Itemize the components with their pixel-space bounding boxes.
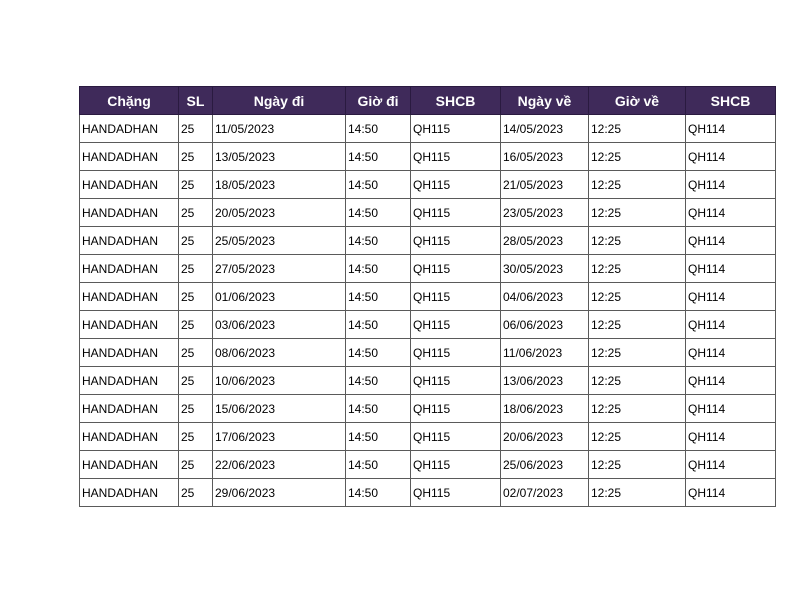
table-cell-departure-time: 14:50 xyxy=(346,227,411,255)
table-cell-quantity: 25 xyxy=(179,367,213,395)
table-cell-departure-date: 22/06/2023 xyxy=(213,451,346,479)
table-cell-departure-date: 13/05/2023 xyxy=(213,143,346,171)
table-row xyxy=(80,339,776,367)
table-cell-departure-time: 14:50 xyxy=(346,367,411,395)
table-cell-departure-flight-number: QH115 xyxy=(411,479,501,507)
table-cell-departure-date: 11/05/2023 xyxy=(213,115,346,143)
table-cell-departure-flight-number: QH115 xyxy=(411,171,501,199)
table-row xyxy=(80,171,776,199)
table-cell-return-time: 12:25 xyxy=(589,199,686,227)
table-cell-return-flight-number: QH114 xyxy=(686,479,776,507)
table-cell-departure-date: 15/06/2023 xyxy=(213,395,346,423)
table-cell-return-flight-number: QH114 xyxy=(686,395,776,423)
table-cell-departure-date: 17/06/2023 xyxy=(213,423,346,451)
table-cell-return-flight-number: QH114 xyxy=(686,227,776,255)
table-cell-return-date: 06/06/2023 xyxy=(501,311,589,339)
table-cell-return-flight-number: QH114 xyxy=(686,171,776,199)
table-cell-return-flight-number: QH114 xyxy=(686,451,776,479)
table-cell-route: HANDADHAN xyxy=(80,451,179,479)
table-cell-return-time: 12:25 xyxy=(589,171,686,199)
table-cell-quantity: 25 xyxy=(179,255,213,283)
column-header-route: Chặng xyxy=(80,87,179,115)
column-header-return-date: Ngày về xyxy=(501,87,589,115)
table-header-row xyxy=(80,87,776,115)
table-cell-route: HANDADHAN xyxy=(80,171,179,199)
table-cell-departure-flight-number: QH115 xyxy=(411,339,501,367)
table-cell-return-date: 21/05/2023 xyxy=(501,171,589,199)
table-cell-quantity: 25 xyxy=(179,479,213,507)
table-cell-route: HANDADHAN xyxy=(80,423,179,451)
table-row xyxy=(80,367,776,395)
table-cell-return-time: 12:25 xyxy=(589,283,686,311)
table-cell-route: HANDADHAN xyxy=(80,227,179,255)
table-cell-return-flight-number: QH114 xyxy=(686,367,776,395)
table-cell-departure-time: 14:50 xyxy=(346,199,411,227)
table-cell-departure-flight-number: QH115 xyxy=(411,255,501,283)
table-cell-departure-flight-number: QH115 xyxy=(411,423,501,451)
table-cell-return-time: 12:25 xyxy=(589,479,686,507)
table-cell-return-flight-number: QH114 xyxy=(686,199,776,227)
column-header-quantity: SL xyxy=(179,87,213,115)
table-cell-departure-time: 14:50 xyxy=(346,143,411,171)
table-cell-return-date: 28/05/2023 xyxy=(501,227,589,255)
column-header-departure-flight-number: SHCB xyxy=(411,87,501,115)
table-cell-departure-date: 27/05/2023 xyxy=(213,255,346,283)
column-header-return-flight-number: SHCB xyxy=(686,87,776,115)
table-cell-departure-flight-number: QH115 xyxy=(411,283,501,311)
table-row xyxy=(80,227,776,255)
table-cell-return-flight-number: QH114 xyxy=(686,339,776,367)
table-cell-departure-flight-number: QH115 xyxy=(411,115,501,143)
table-cell-departure-flight-number: QH115 xyxy=(411,143,501,171)
table-row xyxy=(80,451,776,479)
table-cell-quantity: 25 xyxy=(179,171,213,199)
table-cell-departure-flight-number: QH115 xyxy=(411,311,501,339)
table-cell-departure-time: 14:50 xyxy=(346,115,411,143)
table-cell-return-date: 13/06/2023 xyxy=(501,367,589,395)
table-row xyxy=(80,423,776,451)
table-cell-quantity: 25 xyxy=(179,143,213,171)
table-cell-quantity: 25 xyxy=(179,311,213,339)
table-cell-return-time: 12:25 xyxy=(589,367,686,395)
table-cell-return-time: 12:25 xyxy=(589,115,686,143)
table-cell-return-time: 12:25 xyxy=(589,423,686,451)
flight-schedule-table xyxy=(79,86,776,507)
table-cell-departure-flight-number: QH115 xyxy=(411,367,501,395)
table-cell-departure-time: 14:50 xyxy=(346,255,411,283)
table-cell-return-date: 20/06/2023 xyxy=(501,423,589,451)
table-cell-departure-flight-number: QH115 xyxy=(411,199,501,227)
table-row xyxy=(80,199,776,227)
table-cell-return-time: 12:25 xyxy=(589,395,686,423)
table-cell-quantity: 25 xyxy=(179,339,213,367)
table-cell-departure-date: 18/05/2023 xyxy=(213,171,346,199)
table-cell-departure-date: 10/06/2023 xyxy=(213,367,346,395)
table-cell-return-date: 23/05/2023 xyxy=(501,199,589,227)
table-cell-return-time: 12:25 xyxy=(589,143,686,171)
table-cell-departure-time: 14:50 xyxy=(346,451,411,479)
table-cell-departure-date: 03/06/2023 xyxy=(213,311,346,339)
table-cell-return-flight-number: QH114 xyxy=(686,283,776,311)
table-cell-return-date: 18/06/2023 xyxy=(501,395,589,423)
table-cell-departure-time: 14:50 xyxy=(346,171,411,199)
table-body xyxy=(80,115,776,507)
table-cell-quantity: 25 xyxy=(179,423,213,451)
table-cell-quantity: 25 xyxy=(179,199,213,227)
table-cell-departure-flight-number: QH115 xyxy=(411,451,501,479)
table-cell-return-date: 30/05/2023 xyxy=(501,255,589,283)
table-cell-route: HANDADHAN xyxy=(80,115,179,143)
table-cell-route: HANDADHAN xyxy=(80,311,179,339)
table-cell-return-date: 25/06/2023 xyxy=(501,451,589,479)
table-cell-departure-flight-number: QH115 xyxy=(411,227,501,255)
table-cell-return-date: 14/05/2023 xyxy=(501,115,589,143)
table-cell-departure-date: 20/05/2023 xyxy=(213,199,346,227)
table-cell-departure-date: 29/06/2023 xyxy=(213,479,346,507)
table-cell-quantity: 25 xyxy=(179,395,213,423)
table-cell-departure-date: 25/05/2023 xyxy=(213,227,346,255)
table-cell-departure-time: 14:50 xyxy=(346,479,411,507)
table-cell-route: HANDADHAN xyxy=(80,395,179,423)
table-cell-return-flight-number: QH114 xyxy=(686,143,776,171)
table-row xyxy=(80,395,776,423)
table-cell-departure-time: 14:50 xyxy=(346,423,411,451)
table-cell-return-time: 12:25 xyxy=(589,339,686,367)
table-cell-departure-time: 14:50 xyxy=(346,311,411,339)
table-cell-departure-time: 14:50 xyxy=(346,395,411,423)
table-cell-return-flight-number: QH114 xyxy=(686,255,776,283)
table-cell-return-time: 12:25 xyxy=(589,451,686,479)
table-cell-return-time: 12:25 xyxy=(589,311,686,339)
table-row xyxy=(80,143,776,171)
table-cell-route: HANDADHAN xyxy=(80,367,179,395)
table-row xyxy=(80,479,776,507)
table-cell-return-time: 12:25 xyxy=(589,255,686,283)
table-row xyxy=(80,283,776,311)
table-cell-return-date: 11/06/2023 xyxy=(501,339,589,367)
table-cell-departure-date: 08/06/2023 xyxy=(213,339,346,367)
table-row xyxy=(80,115,776,143)
table-row xyxy=(80,311,776,339)
table-cell-route: HANDADHAN xyxy=(80,479,179,507)
table-cell-route: HANDADHAN xyxy=(80,283,179,311)
column-header-departure-time: Giờ đi xyxy=(346,87,411,115)
table-cell-return-date: 04/06/2023 xyxy=(501,283,589,311)
table-cell-route: HANDADHAN xyxy=(80,199,179,227)
table-row xyxy=(80,255,776,283)
table-cell-route: HANDADHAN xyxy=(80,143,179,171)
table-cell-return-date: 16/05/2023 xyxy=(501,143,589,171)
table-cell-return-date: 02/07/2023 xyxy=(501,479,589,507)
table-cell-return-flight-number: QH114 xyxy=(686,115,776,143)
table-cell-departure-flight-number: QH115 xyxy=(411,395,501,423)
column-header-departure-date: Ngày đi xyxy=(213,87,346,115)
table-cell-return-time: 12:25 xyxy=(589,227,686,255)
table-cell-return-flight-number: QH114 xyxy=(686,311,776,339)
table-cell-quantity: 25 xyxy=(179,451,213,479)
table-cell-route: HANDADHAN xyxy=(80,339,179,367)
table-cell-return-flight-number: QH114 xyxy=(686,423,776,451)
table-cell-quantity: 25 xyxy=(179,227,213,255)
table-cell-departure-date: 01/06/2023 xyxy=(213,283,346,311)
table-cell-quantity: 25 xyxy=(179,115,213,143)
column-header-return-time: Giờ về xyxy=(589,87,686,115)
table-cell-quantity: 25 xyxy=(179,283,213,311)
table-cell-route: HANDADHAN xyxy=(80,255,179,283)
table-cell-departure-time: 14:50 xyxy=(346,339,411,367)
table-cell-departure-time: 14:50 xyxy=(346,283,411,311)
